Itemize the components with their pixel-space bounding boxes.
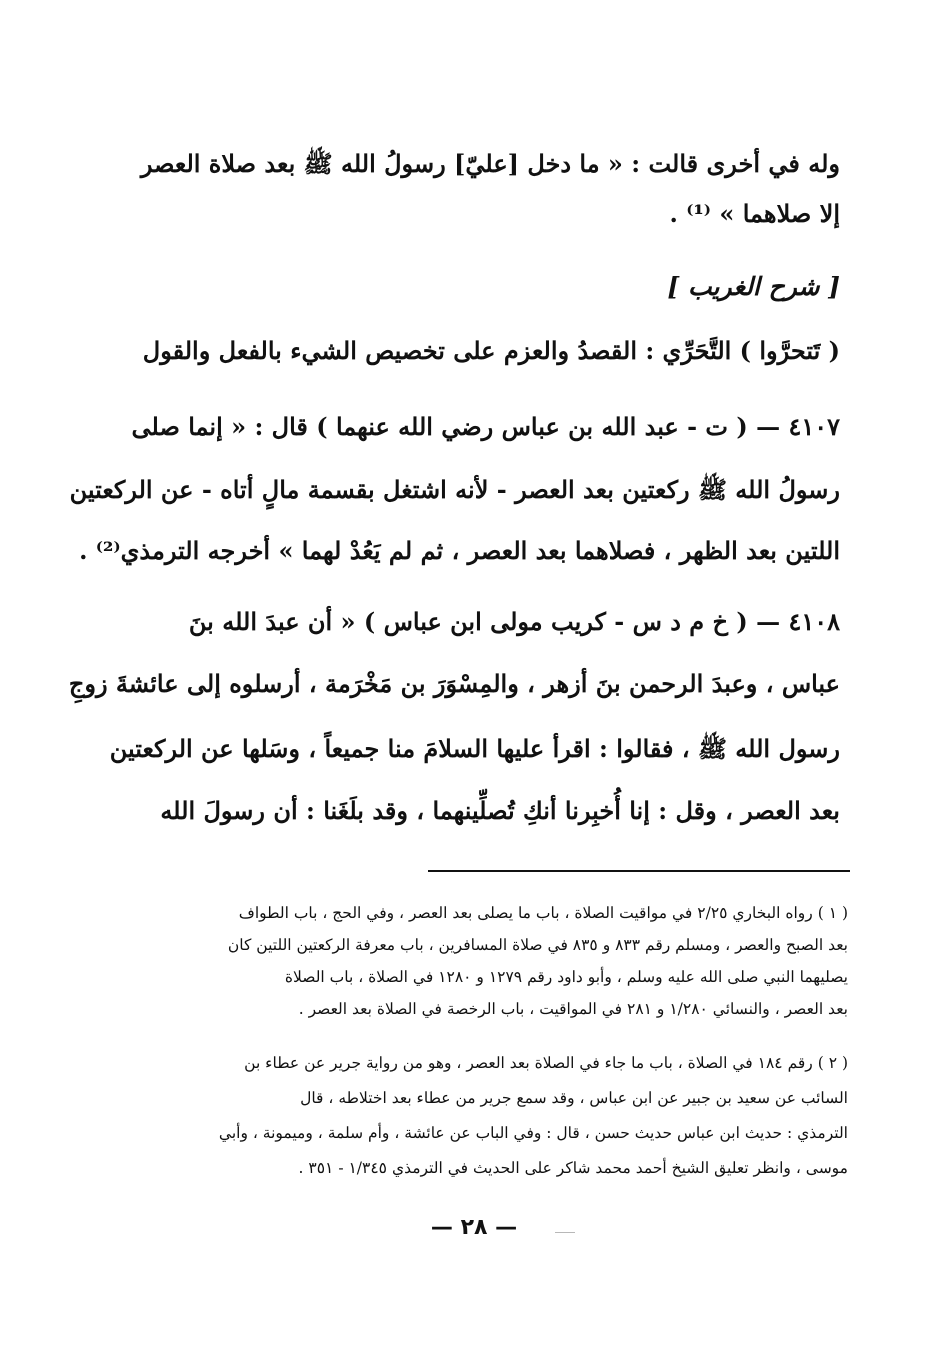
- section-heading: [ شرح الغريب ]: [667, 272, 840, 301]
- footnote-line-1: ( ١ ) رواه البخاري ٢/٢٥ في مواقيت الصلاة ، باب ما يصلى بعد العصر ، وفي الحج ، باب الطواف: [238, 904, 848, 922]
- footnote-line-2: بعد الصبح والعصر ، ومسلم رقم ٨٣٣ و ٨٣٥ في صلاة المسافرين ، باب معرفة الركعتين اللتين كان: [227, 936, 848, 954]
- footnote-line-6: السائب عن سعيد بن جبير عن ابن عباس ، وقد سمع جرير من عطاء بعد اختلاطه ، قال: [300, 1089, 848, 1107]
- scan-mark: [555, 1232, 575, 1233]
- text-line-2: إلا صلاهما » ⁽¹⁾ .: [669, 199, 840, 228]
- footnote-line-5: ( ٢ ) رقم ١٨٤ في الصلاة ، باب ما جاء في الصلاة بعد العصر ، وهو من رواية جرير عن عطاء بن: [244, 1054, 848, 1072]
- footnote-line-4: بعد العصر ، والنسائي ١/٢٨٠ و ٢٨١ في المواقيت ، باب الرخصة في الصلاة بعد العصر .: [298, 1000, 848, 1018]
- footnote-line-3: يصليهما النبي صلى الله عليه وسلم ، وأبو داود رقم ١٢٧٩ و ١٢٨٠ في الصلاة ، باب الصلاة: [284, 968, 848, 986]
- text-line-3: ( تَتحرَّوا ) التَّحَرِّي : القصدُ والعزم على تخصيص الشيء بالفعل والقول: [142, 336, 840, 365]
- text-line-8: عباس ، وعبدَ الرحمن بنَ أزهر ، والمِسْوَرَ بن مَخْرَمة ، أرسلوه إلى عائشةَ زوجِ: [68, 669, 840, 698]
- text-line-7: ٤١٠٨ — ( خ م د س - كريب مولى ابن عباس ) « أن عبدَ الله بنَ: [188, 607, 840, 636]
- text-line-4: ٤١٠٧ — ( ت - عبد الله بن عباس رضي الله عنهما ) قال : « إنما صلى: [131, 412, 840, 441]
- page-number: — ٢٨ —: [430, 1215, 518, 1240]
- text-line-10: بعد العصر ، وقل : إنا أُخبِرنا أنكِ تُصلِّينهما ، وقد بلَغَنا : أن رسولَ الله: [160, 796, 840, 825]
- footnote-separator: [428, 870, 850, 872]
- footnote-line-7: الترمذي : حديث ابن عباس حديث حسن ، قال : وفي الباب عن عائشة ، وأم سلمة ، وميمونة ، وأبي: [218, 1124, 848, 1142]
- footnote-line-8: موسى ، وانظر تعليق الشيخ أحمد محمد شاكر على الحديث في الترمذي ١/٣٤٥ - ٣٥١ .: [298, 1159, 848, 1177]
- text-line-9: رسول الله ﷺ ، فقالوا : اقرأ عليها السلامَ منا جميعاً ، وسَلها عن الركعتين: [109, 734, 840, 763]
- text-line-5: رسولُ الله ﷺ ركعتين بعد العصر - لأنه اشتغل بقسمة مالٍ أتاه - عن الركعتين: [69, 475, 840, 504]
- text-line-1: وله في أخرى قالت : « ما دخل [عليّ] رسولُ الله ﷺ بعد صلاة العصر: [140, 149, 840, 178]
- text-line-6: اللتين بعد الظهر ، فصلاهما بعد العصر ، ثم لم يَعُدْ لهما » أخرجه الترمذي⁽²⁾ .: [79, 536, 840, 565]
